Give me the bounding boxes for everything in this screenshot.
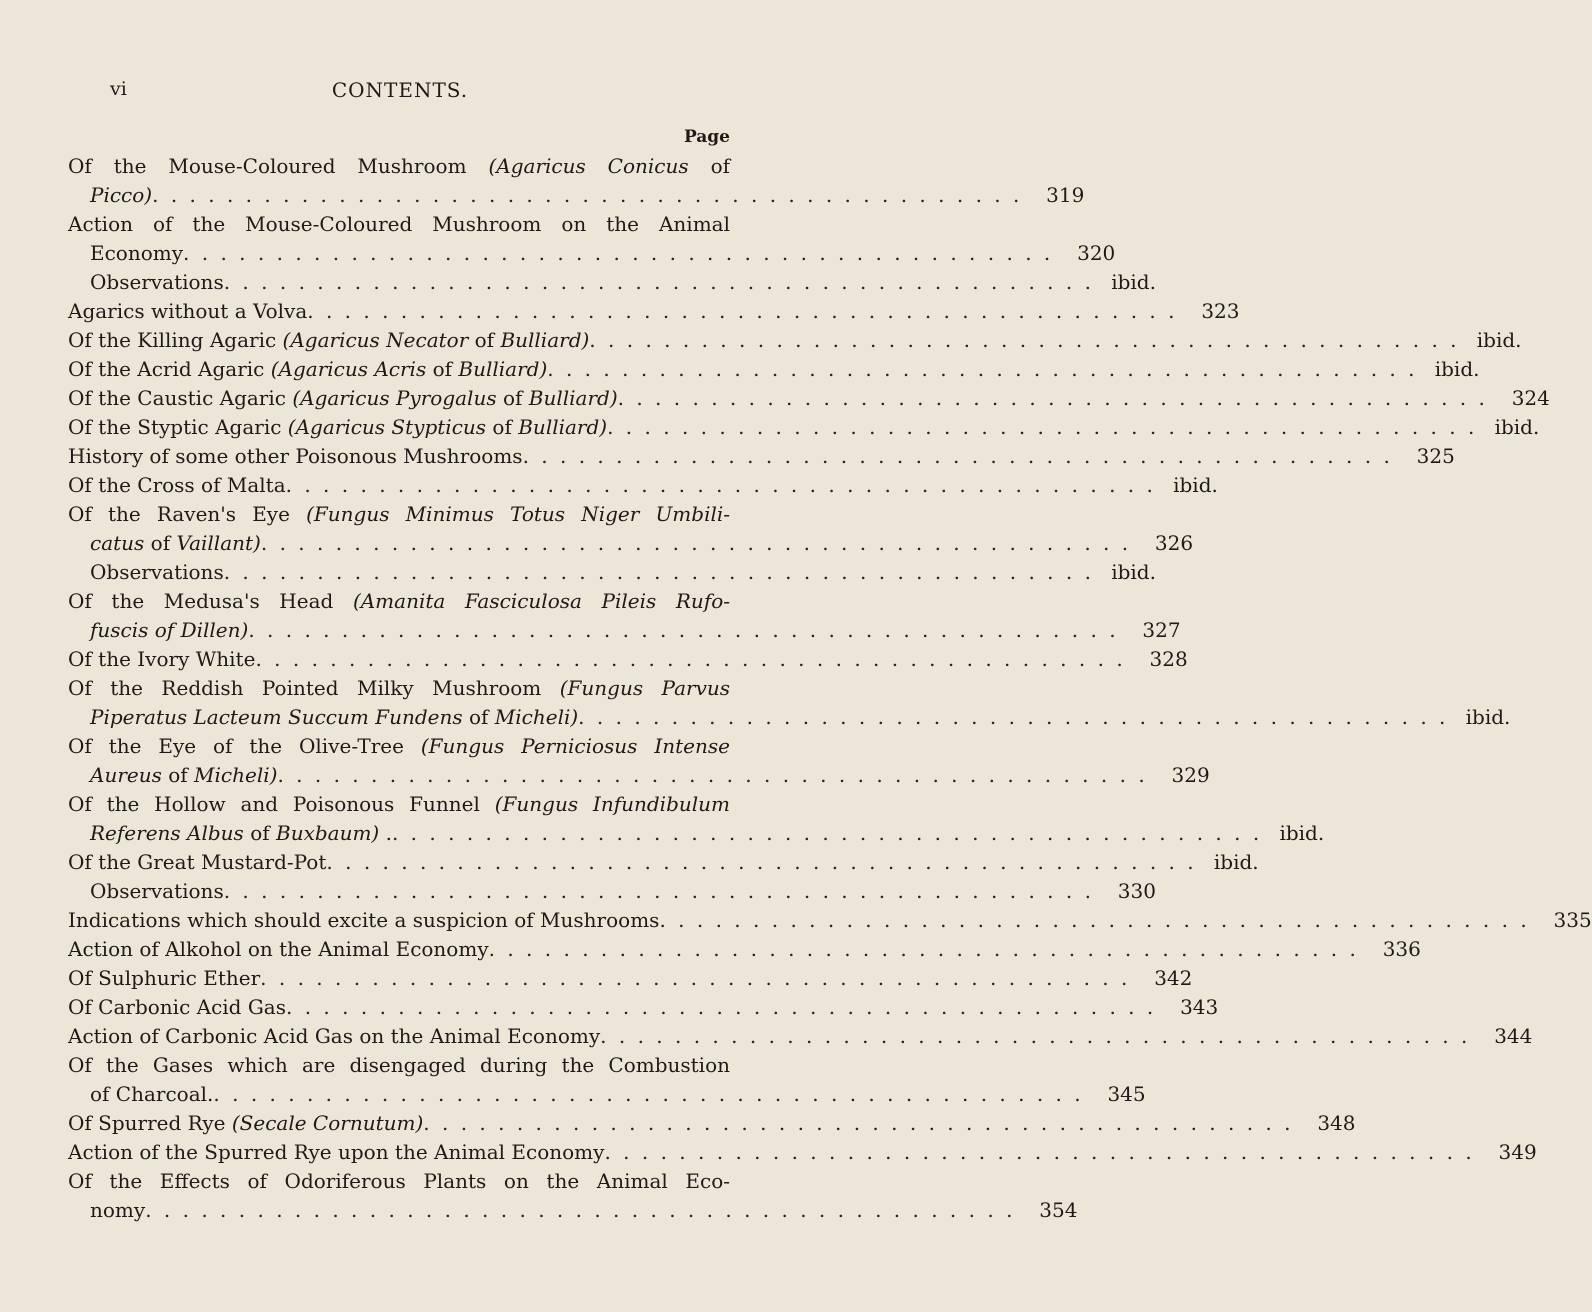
running-title: CONTENTS.: [331, 78, 469, 102]
entry-line: [68, 732, 730, 761]
entry-title: [68, 471, 286, 500]
entry-continuation-line: [68, 703, 1511, 732]
entry-text-run: of: [250, 821, 270, 845]
entry-title: [68, 384, 618, 413]
entry-line: [68, 355, 1480, 384]
entry-page-number: 328: [1149, 647, 1188, 671]
entry-page-number: 319: [1046, 183, 1085, 207]
entry-line: [68, 268, 1156, 297]
entry-text-run: Economy: [90, 241, 184, 265]
contents-entry: [68, 442, 1455, 471]
entry-title: [90, 239, 183, 268]
entry-text-run: Aureus: [90, 763, 162, 787]
entry-line: [68, 1022, 1533, 1051]
entry-text-run: Of the Cross of Malta: [68, 473, 286, 497]
entry-text-run: Of the Reddish Pointed Milky Mushroom: [68, 676, 542, 700]
entry-page-number: 342: [1154, 966, 1193, 990]
entry-continuation-line: [68, 819, 1325, 848]
entry-text-run: Of the Effects of Odoriferous Plants on the Animal Eco-: [68, 1169, 730, 1193]
contents-entry: [68, 964, 1193, 993]
contents-entry: [68, 471, 1218, 500]
entry-text-run: of: [168, 763, 188, 787]
entry-text-run: catus: [90, 531, 145, 555]
entry-text-run: Of the Hollow and Poisonous Funnel: [68, 792, 480, 816]
entry-page-number: ibid.: [1476, 328, 1522, 352]
entry-line: [68, 1138, 1537, 1167]
dot-leader: . . . . . . . . . . . . . . . . . . . . . . . . . . . . . . . . . . . . . . . . . . . . . . .: [589, 328, 1460, 352]
dot-leader: . . . . . . . . . . . . . . . . . . . . . . . . . . . . . . . . . . . . . . . . . . . . . . .: [578, 705, 1449, 729]
entry-page-number: 335: [1553, 908, 1592, 932]
entry-continuation-line: [68, 761, 1210, 790]
entry-page-number: 336: [1382, 937, 1421, 961]
entry-text-run: (Amanita Fasciculosa Pileis Rufo-: [352, 589, 731, 613]
entry-line: [68, 152, 730, 181]
contents-entry: [68, 297, 1240, 326]
contents-entry: [68, 500, 1194, 558]
entry-text-run: (Agaricus Acris: [270, 357, 427, 381]
entry-text-run: Bulliard): [458, 357, 548, 381]
entry-text-run: (Fungus Parvus: [559, 676, 731, 700]
dot-leader: . . . . . . . . . . . . . . . . . . . . . . . . . . . . . . . . . . . . . . . . . . . . . . .: [285, 473, 1156, 497]
contents-entry: [68, 384, 1550, 413]
entry-text-run: fuscis of Dillen): [90, 618, 249, 642]
entry-continuation-line: [68, 1196, 1078, 1225]
contents-entry: [68, 645, 1188, 674]
entry-title: [68, 1109, 423, 1138]
dot-leader: . . . . . . . . . . . . . . . . . . . . . . . . . . . . . . . . . . . . . . . . . . . . . . .: [326, 850, 1197, 874]
entry-line: [68, 790, 730, 819]
entry-text-run: Observations: [90, 560, 224, 584]
entry-line: [68, 442, 1455, 471]
entry-title: [68, 645, 255, 674]
entry-title: [68, 906, 659, 935]
dot-leader: . . . . . . . . . . . . . . . . . . . . . . . . . . . . . . . . . . . . . . . . . . . . . . .: [213, 1082, 1084, 1106]
dot-leader: . . . . . . . . . . . . . . . . . . . . . . . . . . . . . . . . . . . . . . . . . . . . . . .: [260, 531, 1132, 555]
entry-line: [68, 1109, 1356, 1138]
entry-text-run: Of the Caustic Agaric: [68, 386, 286, 410]
entry-text-run: Indications which should excite a suspicion of Mushrooms: [68, 908, 660, 932]
entry-text-run: of Charcoal.: [90, 1082, 214, 1106]
entry-page-number: 323: [1201, 299, 1240, 323]
entry-text-run: Action of the Spurred Rye upon the Animal Economy: [68, 1140, 605, 1164]
entry-continuation-line: [68, 616, 1181, 645]
entry-page-number: ibid.: [1279, 821, 1325, 845]
entry-line: [68, 587, 730, 616]
entry-line: [68, 210, 730, 239]
entry-page-number: 354: [1039, 1198, 1078, 1222]
entry-text-run: (Agaricus Conicus: [488, 154, 689, 178]
entry-text-run: (Fungus Minimus Totus Niger Umbili-: [306, 502, 731, 526]
contents-entry: [68, 413, 1540, 442]
contents-entry: [68, 558, 1156, 587]
entry-text-run: of: [468, 705, 489, 729]
entry-page-number: ibid.: [1173, 473, 1218, 497]
contents-entry: [68, 1167, 1078, 1225]
dot-leader: . . . . . . . . . . . . . . . . . . . . . . . . . . . . . . . . . . . . . . . . . . . . . . .: [547, 357, 1418, 381]
entry-line: [68, 471, 1218, 500]
entry-title: [90, 529, 261, 558]
entry-text-run: History of some other Poisonous Mushrooms: [68, 444, 523, 468]
entry-page-number: 348: [1317, 1111, 1356, 1135]
entry-text-run: Of the Gases which are disengaged during the Combustion: [68, 1053, 730, 1077]
entry-page-number: ibid.: [1111, 560, 1156, 584]
entry-text-run: Of the Eye of the Olive-Tree: [68, 734, 404, 758]
dot-leader: . . . . . . . . . . . . . . . . . . . . . . . . . . . . . . . . . . . . . . . . . . . . . . .: [183, 241, 1054, 265]
dot-leader: . . . . . . . . . . . . . . . . . . . . . . . . . . . . . . . . . . . . . . . . . . . . . . .: [260, 966, 1131, 990]
entry-page-number: ibid.: [1111, 270, 1156, 294]
entry-title: [90, 268, 224, 297]
contents-entry: [68, 587, 1181, 645]
page-number: vi: [110, 78, 127, 100]
entry-text-run: Bulliard): [528, 386, 618, 410]
entry-text-run: of: [150, 531, 171, 555]
entry-line: [68, 645, 1188, 674]
contents-entry: [68, 790, 1325, 848]
entry-title: [90, 877, 224, 906]
entry-text-run: of: [502, 386, 523, 410]
entry-page-number: 327: [1142, 618, 1181, 642]
entry-line: [68, 1167, 730, 1196]
entry-text-run: of: [474, 328, 495, 352]
entry-line: [68, 326, 1522, 355]
entry-title: [90, 1196, 145, 1225]
entry-text-run: Of Spurred Rye: [68, 1111, 226, 1135]
entry-line: [68, 384, 1550, 413]
entry-text-run: (Fungus Infundibulum: [494, 792, 730, 816]
contents-entry: [68, 906, 1592, 935]
entry-text-run: Buxbaum): [276, 821, 380, 845]
entry-text-run: (Agaricus Stypticus: [287, 415, 487, 439]
entry-page-number: 329: [1171, 763, 1210, 787]
entry-text-run: Bulliard): [500, 328, 590, 352]
page-header: [0, 78, 800, 104]
entry-page-number: 330: [1117, 879, 1156, 903]
dot-leader: . . . . . . . . . . . . . . . . . . . . . . . . . . . . . . . . . . . . . . . . . . . . . . .: [600, 1024, 1471, 1048]
entry-page-number: 324: [1511, 386, 1550, 410]
entry-title: [68, 964, 260, 993]
entry-text-run: Referens Albus: [90, 821, 244, 845]
entry-title: [68, 993, 286, 1022]
entry-continuation-line: [68, 181, 1085, 210]
entry-line: [68, 674, 730, 703]
entry-line: [68, 1051, 730, 1080]
entry-title: [68, 935, 489, 964]
entry-text-run: Action of Carbonic Acid Gas on the Animal Economy: [68, 1024, 601, 1048]
entry-line: [68, 935, 1421, 964]
entry-text-run: Of the Raven's Eye: [68, 502, 290, 526]
dot-leader: . . . . . . . . . . . . . . . . . . . . . . . . . . . . . . . . . . . . . . . . . . . . . . .: [391, 821, 1263, 845]
dot-leader: . . . . . . . . . . . . . . . . . . . . . . . . . . . . . . . . . . . . . . . . . . . . . . .: [223, 270, 1094, 294]
contents-entry: [68, 1109, 1356, 1138]
contents-entry: [68, 152, 1085, 210]
entry-text-run: nomy: [90, 1198, 146, 1222]
entry-text-run: Picco): [90, 183, 153, 207]
dot-leader: . . . . . . . . . . . . . . . . . . . . . . . . . . . . . . . . . . . . . . . . . . . . . . .: [522, 444, 1393, 468]
entry-title: [90, 616, 248, 645]
entry-text-run: Micheli): [494, 705, 579, 729]
entry-text-run: Piperatus Lacteum Succum Fundens: [90, 705, 463, 729]
contents-entry: [68, 355, 1480, 384]
entry-page-number: 344: [1494, 1024, 1533, 1048]
entry-title: [90, 1080, 213, 1109]
entry-continuation-line: [68, 239, 1116, 268]
entry-line: [68, 877, 1156, 906]
entry-text-run: Of the Great Mustard-Pot: [68, 850, 327, 874]
dot-leader: . . . . . . . . . . . . . . . . . . . . . . . . . . . . . . . . . . . . . . . . . . . . . . .: [307, 299, 1178, 323]
page-column-label: Page: [683, 127, 730, 147]
contents-entry: [68, 1022, 1533, 1051]
entry-page-number: 320: [1077, 241, 1116, 265]
entry-title: [68, 326, 589, 355]
dot-leader: . . . . . . . . . . . . . . . . . . . . . . . . . . . . . . . . . . . . . . . . . . . . . . .: [248, 618, 1119, 642]
entry-title: [90, 703, 578, 732]
entry-text-run: Agarics without a Volva: [68, 299, 308, 323]
contents-entry: [68, 848, 1259, 877]
dot-leader: . . . . . . . . . . . . . . . . . . . . . . . . . . . . . . . . . . . . . . . . . . . . . . .: [607, 415, 1478, 439]
entry-continuation-line: [68, 529, 1194, 558]
dot-leader: . . . . . . . . . . . . . . . . . . . . . . . . . . . . . . . . . . . . . . . . . . . . . . .: [277, 763, 1148, 787]
entry-text-run: (Fungus Perniciosus Intense: [420, 734, 730, 758]
entry-text-run: of: [492, 415, 512, 439]
entry-page-number: ibid.: [1494, 415, 1540, 439]
entry-text-run: Of the Ivory White: [68, 647, 256, 671]
contents-entry: [68, 674, 1511, 732]
entry-text-run: (Agaricus Necator: [282, 328, 469, 352]
entry-title: [90, 761, 277, 790]
entry-text-run: Action of Alkohol on the Animal Economy: [68, 937, 489, 961]
entry-page-number: 349: [1498, 1140, 1537, 1164]
entry-title: [68, 355, 547, 384]
contents-entry: [68, 1051, 1146, 1109]
entry-text-run: (Agaricus Pyrogalus: [292, 386, 497, 410]
contents-entry: [68, 210, 1116, 268]
entry-page-number: 343: [1180, 995, 1219, 1019]
contents-entry: [68, 732, 1210, 790]
entry-text-run: of: [710, 154, 731, 178]
entry-text-run: Action of the Mouse-Coloured Mushroom on the Animal: [68, 212, 730, 236]
entry-title: [90, 819, 392, 848]
entry-text-run: Of the Medusa's Head: [68, 589, 334, 613]
dot-leader: . . . . . . . . . . . . . . . . . . . . . . . . . . . . . . . . . . . . . . . . . . . . . . .: [152, 183, 1023, 207]
entry-page-number: ibid.: [1434, 357, 1480, 381]
contents-entry: [68, 935, 1421, 964]
entry-text-run: Of the Killing Agaric: [68, 328, 277, 352]
dot-leader: . . . . . . . . . . . . . . . . . . . . . . . . . . . . . . . . . . . . . . . . . . . . . . .: [423, 1111, 1294, 1135]
entry-page-number: ibid.: [1213, 850, 1259, 874]
entry-line: [68, 413, 1540, 442]
contents-entry: [68, 268, 1156, 297]
entry-title: [68, 1022, 600, 1051]
entry-title: [68, 848, 326, 877]
dot-leader: . . . . . . . . . . . . . . . . . . . . . . . . . . . . . . . . . . . . . . . . . . . . . . .: [255, 647, 1126, 671]
dot-leader: . . . . . . . . . . . . . . . . . . . . . . . . . . . . . . . . . . . . . . . . . . . . . . .: [659, 908, 1530, 932]
entry-page-number: ibid.: [1465, 705, 1511, 729]
entry-text-run: Of the Acrid Agaric: [68, 357, 265, 381]
entry-title: [68, 297, 307, 326]
entry-page-number: 325: [1416, 444, 1455, 468]
contents-entry: [68, 1138, 1537, 1167]
entry-text-run: Of the Mouse-Coloured Mushroom: [68, 154, 467, 178]
contents-entry: [68, 326, 1522, 355]
contents-entry: [68, 877, 1156, 906]
entry-text-run: of: [432, 357, 453, 381]
entry-text-run: Of Carbonic Acid Gas: [68, 995, 286, 1019]
contents-list: [68, 152, 1592, 1225]
entry-line: [68, 993, 1219, 1022]
dot-leader: . . . . . . . . . . . . . . . . . . . . . . . . . . . . . . . . . . . . . . . . . . . . . . .: [223, 560, 1094, 584]
entry-page-number: 326: [1154, 531, 1194, 555]
dot-leader: . . . . . . . . . . . . . . . . . . . . . . . . . . . . . . . . . . . . . . . . . . . . . . .: [488, 937, 1359, 961]
entry-line: [68, 906, 1592, 935]
dot-leader: . . . . . . . . . . . . . . . . . . . . . . . . . . . . . . . . . . . . . . . . . . . . . . .: [223, 879, 1094, 903]
entry-text-run: Of Sulphuric Ether: [68, 966, 261, 990]
entry-line: [68, 500, 730, 529]
contents-entry: [68, 993, 1219, 1022]
dot-leader: . . . . . . . . . . . . . . . . . . . . . . . . . . . . . . . . . . . . . . . . . . . . . . .: [604, 1140, 1475, 1164]
entry-text-run: Micheli): [194, 763, 278, 787]
entry-text-run: Observations: [90, 879, 224, 903]
entry-title: [90, 181, 152, 210]
entry-title: [68, 413, 607, 442]
entry-line: [68, 964, 1193, 993]
entry-text-run: Bulliard): [518, 415, 608, 439]
entry-title: [90, 558, 224, 587]
entry-text-run: Observations: [90, 270, 224, 294]
entry-line: [68, 558, 1156, 587]
entry-continuation-line: [68, 1080, 1146, 1109]
entry-text-run: Of the Styptic Agaric: [68, 415, 282, 439]
entry-text-run: (Secale Cornutum): [231, 1111, 424, 1135]
entry-title: [68, 1138, 604, 1167]
dot-leader: . . . . . . . . . . . . . . . . . . . . . . . . . . . . . . . . . . . . . . . . . . . . . . .: [145, 1198, 1016, 1222]
dot-leader: . . . . . . . . . . . . . . . . . . . . . . . . . . . . . . . . . . . . . . . . . . . . . . .: [617, 386, 1488, 410]
entry-line: [68, 297, 1240, 326]
entry-title: [68, 442, 523, 471]
entry-line: [68, 848, 1259, 877]
entry-page-number: 345: [1107, 1082, 1146, 1106]
dot-leader: . . . . . . . . . . . . . . . . . . . . . . . . . . . . . . . . . . . . . . . . . . . . . . .: [286, 995, 1157, 1019]
entry-text-run: Vaillant): [176, 531, 261, 555]
entry-text-run: .: [385, 821, 392, 845]
